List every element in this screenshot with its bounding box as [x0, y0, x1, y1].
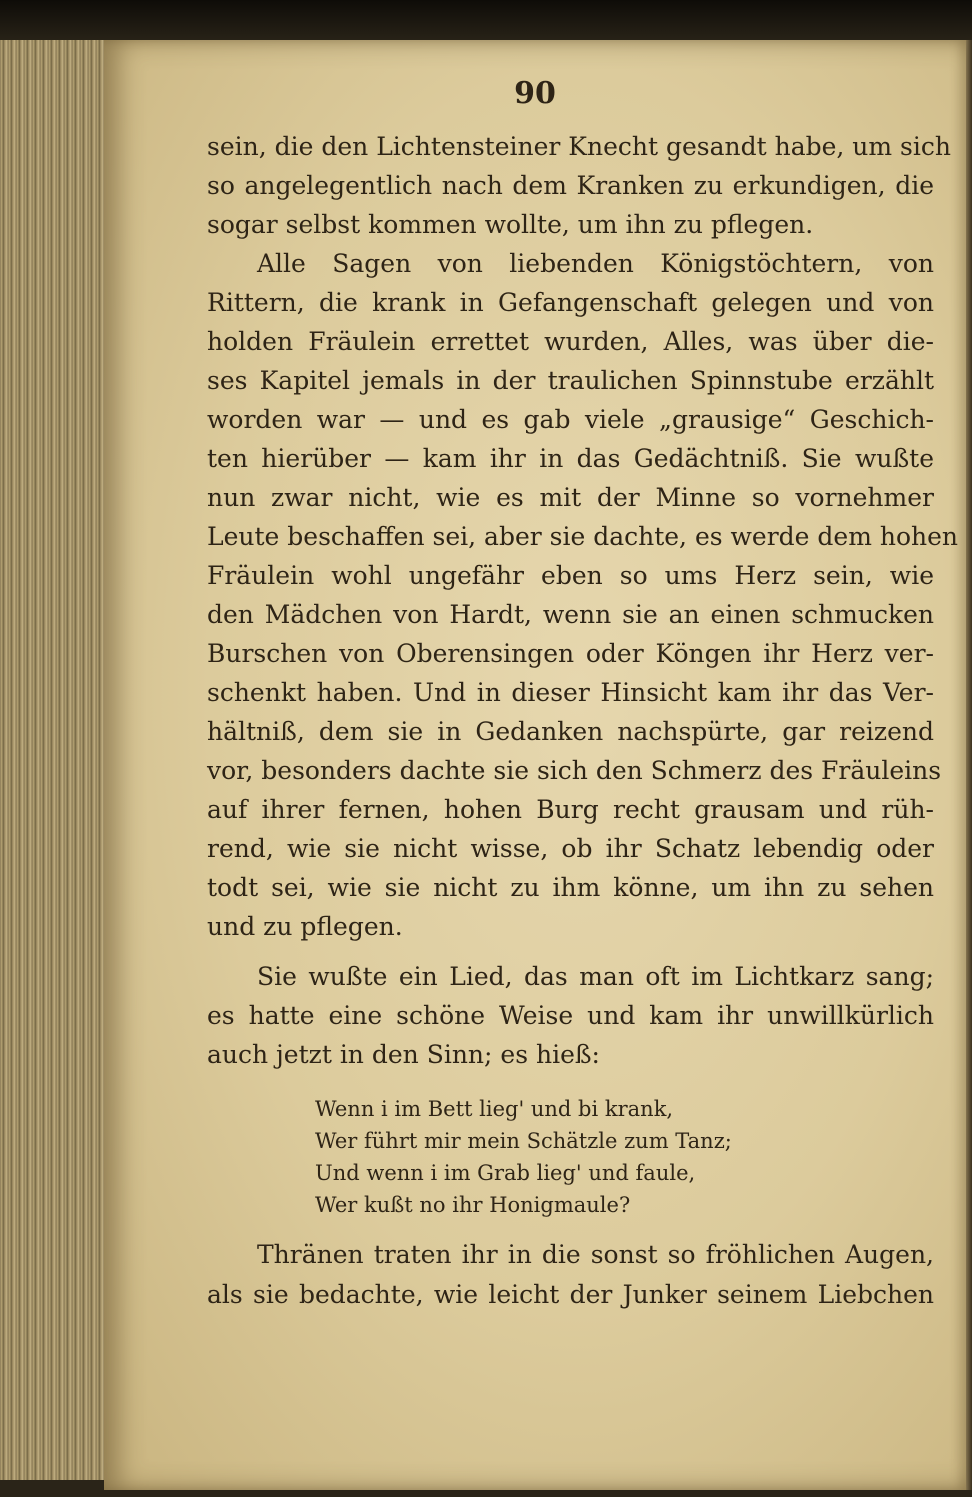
text-line: schenkt haben. Und in dieser Hinsicht kam ihr das Ver- [207, 678, 934, 707]
text-line: todt sei, wie sie nicht zu ihm könne, um ihn zu sehen [207, 873, 934, 902]
verse-line: Und wenn i im Grab lieg' und faule, [315, 1161, 696, 1185]
text-line: worden war — und es gab viele „grausige“ Geschich- [207, 405, 934, 434]
text-line: hältniß, dem sie in Gedanken nachspürte, gar reizend [207, 717, 934, 746]
text-line: Fräulein wohl ungefähr eben so ums Herz sein, wie [207, 561, 934, 590]
page-sheet [104, 40, 966, 1490]
verse-line: Wer führt mir mein Schätzle zum Tanz; [315, 1129, 732, 1153]
text-line: Leute beschaffen sei, aber sie dachte, es werde dem hohen [207, 522, 959, 551]
text-line: rend, wie sie nicht wisse, ob ihr Schatz lebendig oder [207, 834, 934, 863]
text-line: den Mädchen von Hardt, wenn sie an einen schmucken [207, 600, 934, 629]
text-line: nun zwar nicht, wie es mit der Minne so vornehmer [207, 483, 934, 512]
text-line: auf ihrer fernen, hohen Burg recht grausam und rüh- [207, 795, 934, 824]
page-stack-edge [0, 40, 112, 1480]
verse-line: Wenn i im Bett lieg' und bi krank, [315, 1097, 674, 1121]
text-line: holden Fräulein errettet wurden, Alles, was über die- [207, 327, 934, 356]
text-line: Burschen von Oberensingen oder Köngen ihr Herz ver- [207, 639, 934, 668]
text-line: und zu pflegen. [207, 912, 403, 941]
text-line: ten hierüber — kam ihr in das Gedächtniß. Sie wußte [207, 444, 934, 473]
page-number: 90 [514, 76, 556, 111]
text-line: Alle Sagen von liebenden Königstöchtern, von [257, 249, 934, 278]
text-line: ses Kapitel jemals in der traulichen Spinnstube erzählt [207, 366, 934, 395]
text-line: Rittern, die krank in Gefangenschaft gelegen und von [207, 288, 934, 317]
verse-line: Wer kußt no ihr Honigmaule? [315, 1193, 631, 1217]
text-line: sein, die den Lichtensteiner Knecht gesandt habe, um sich [207, 132, 951, 161]
text-line: als sie bedachte, wie leicht der Junker seinem Liebchen [207, 1280, 934, 1309]
text-line: es hatte eine schöne Weise und kam ihr unwillkürlich [207, 1001, 934, 1030]
text-line: sogar selbst kommen wollte, um ihn zu pflegen. [207, 210, 814, 239]
text-line: auch jetzt in den Sinn; es hieß: [207, 1040, 600, 1069]
text-line: so angelegentlich nach dem Kranken zu erkundigen, die [207, 171, 934, 200]
text-line: Sie wußte ein Lied, das man oft im Lichtkarz sang; [257, 962, 934, 991]
text-line: vor, besonders dachte sie sich den Schmerz des Fräuleins [207, 756, 942, 785]
text-line: Thränen traten ihr in die sonst so fröhlichen Augen, [257, 1240, 934, 1269]
